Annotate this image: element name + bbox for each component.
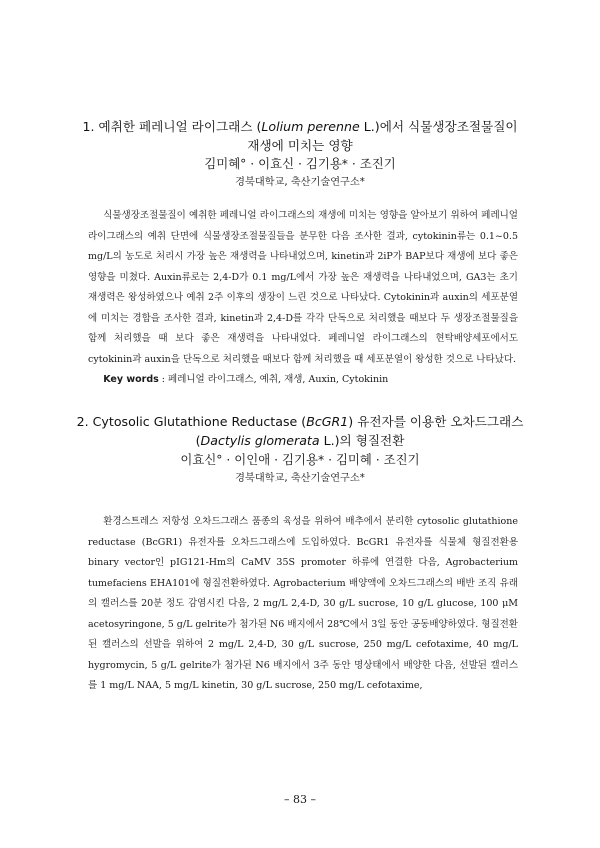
keywords-list: : 페레니얼 라이그래스, 예취, 재생, Auxin, Cytokinin [158,374,389,385]
section2-title [60,412,540,450]
section1-authors: 김미혜° · 이효신 · 김기용* · 조진기 [204,156,396,171]
title-text: L.)에서 식물생장조절물질이 [359,119,518,134]
species-name: Dactylis glomerata [200,433,320,448]
section1-abstract: 식물생장조절물질이 예취한 페레니얼 라이그래스의 재생에 미치는 영향을 알아보기 위하여 페레니얼 라이그래스의 예취 단면에 식물생장조절물질들을 분무한 다음 조사한 결과, cytokinin류는 0.1~0.5 mg/L의 농도로 처리시 가장 높은 재생력을 나타내었으며, kinetin과 2iP가 BAP보다 재생에 보다 좋은 영향을 미쳤다. Auxin류로는 2,4-D가 0.1 mg/L에서 가장 높은 재생력을 나타내었으며, GA3는 초기 재생력은 왕성하였으나 예취 2주 이후의 생장이 느린 것으로 나타났다. Cytokinin과 auxin의 세포분열에 미치는 경합을 조사한 결과, kinetin과 2,4-D를 각각 단독으로 처리했을 때보다 두 생장조절물질을 함께 처리했을 때 보다 좋은 재생력을 나타내었다. 페레니얼 라이그래스의 현탁배양세포에서도 cytokinin과 auxin을 단독으로 처리했을 때보다 함께 처리했을 때 세포분열이 왕성한 것으로 나타났다. [88,210,518,365]
section2-authors: 이효신° · 이인애 · 김기용* · 김미혜 · 조진기 [180,452,420,467]
gene-name: BcGR1 [306,414,349,429]
keywords-label: Key words [103,374,159,385]
section2-title-line1 [60,412,540,431]
section1-title-line2: 재생에 미치는 영향 [247,138,353,153]
title-text: 2. Cytosolic Glutathione Reductase ( [76,414,307,429]
title-text: ) 유전자를 이용한 오차드그래스 [348,414,524,429]
section1-affiliation: 경북대학교, 축산기술연구소* [235,177,365,188]
section1-keywords [88,370,518,391]
section1-title-line1 [60,117,540,136]
page-number: – 83 – [284,793,316,806]
title-text: ( [195,433,201,448]
section2-affiliation: 경북대학교, 축산기술연구소* [235,473,365,484]
section1-title [60,117,540,155]
section2-abstract: 환경스트레스 저항성 오차드그래스 품종의 육성을 위하여 배추에서 분리한 cytosolic glutathione reductase (BcGR1) 유전자를 오차드그래스에 도입하였다. BcGR1 유전자를 식물체 형질전환용 binary vector인 pIG121-Hm의 CaMV 35S promoter 하류에 연결한 다음, Agrobacterium tumefaciens EHA101에 형질전환하였다. Agrobacterium 배양액에 오차드그래스의 배반 조직 유래의 캘러스를 20분 정도 감염시킨 다음, 2 mg/L 2,4-D, 30 g/L sucrose, 10 g/L glucose, 100 μM acetosyringone, 5 g/L gelrite가 첨가된 N6 배지에서 28℃에서 3일 동안 공동배양하였다. 형질전환된 캘러스의 선발을 위하여 2 mg/L 2,4-D, 30 g/L sucrose, 250 mg/L cefotaxime, 40 mg/L hygromycin, 5 g/L gelrite가 첨가된 N6 배지에서 3주 동안 명상태에서 배양한 다음, 선발된 캘러스를 1 mg/L NAA, 5 mg/L kinetin, 30 g/L sucrose, 250 mg/L cefotaxime, [88,516,518,691]
species-name: Lolium perenne [261,119,360,134]
section2-body [88,512,518,697]
section1-body [88,206,518,391]
title-text: 1. 예취한 페레니얼 라이그래스 ( [82,119,262,134]
title-text: L.)의 형질전환 [319,433,405,448]
section2-title-line2 [60,431,540,450]
